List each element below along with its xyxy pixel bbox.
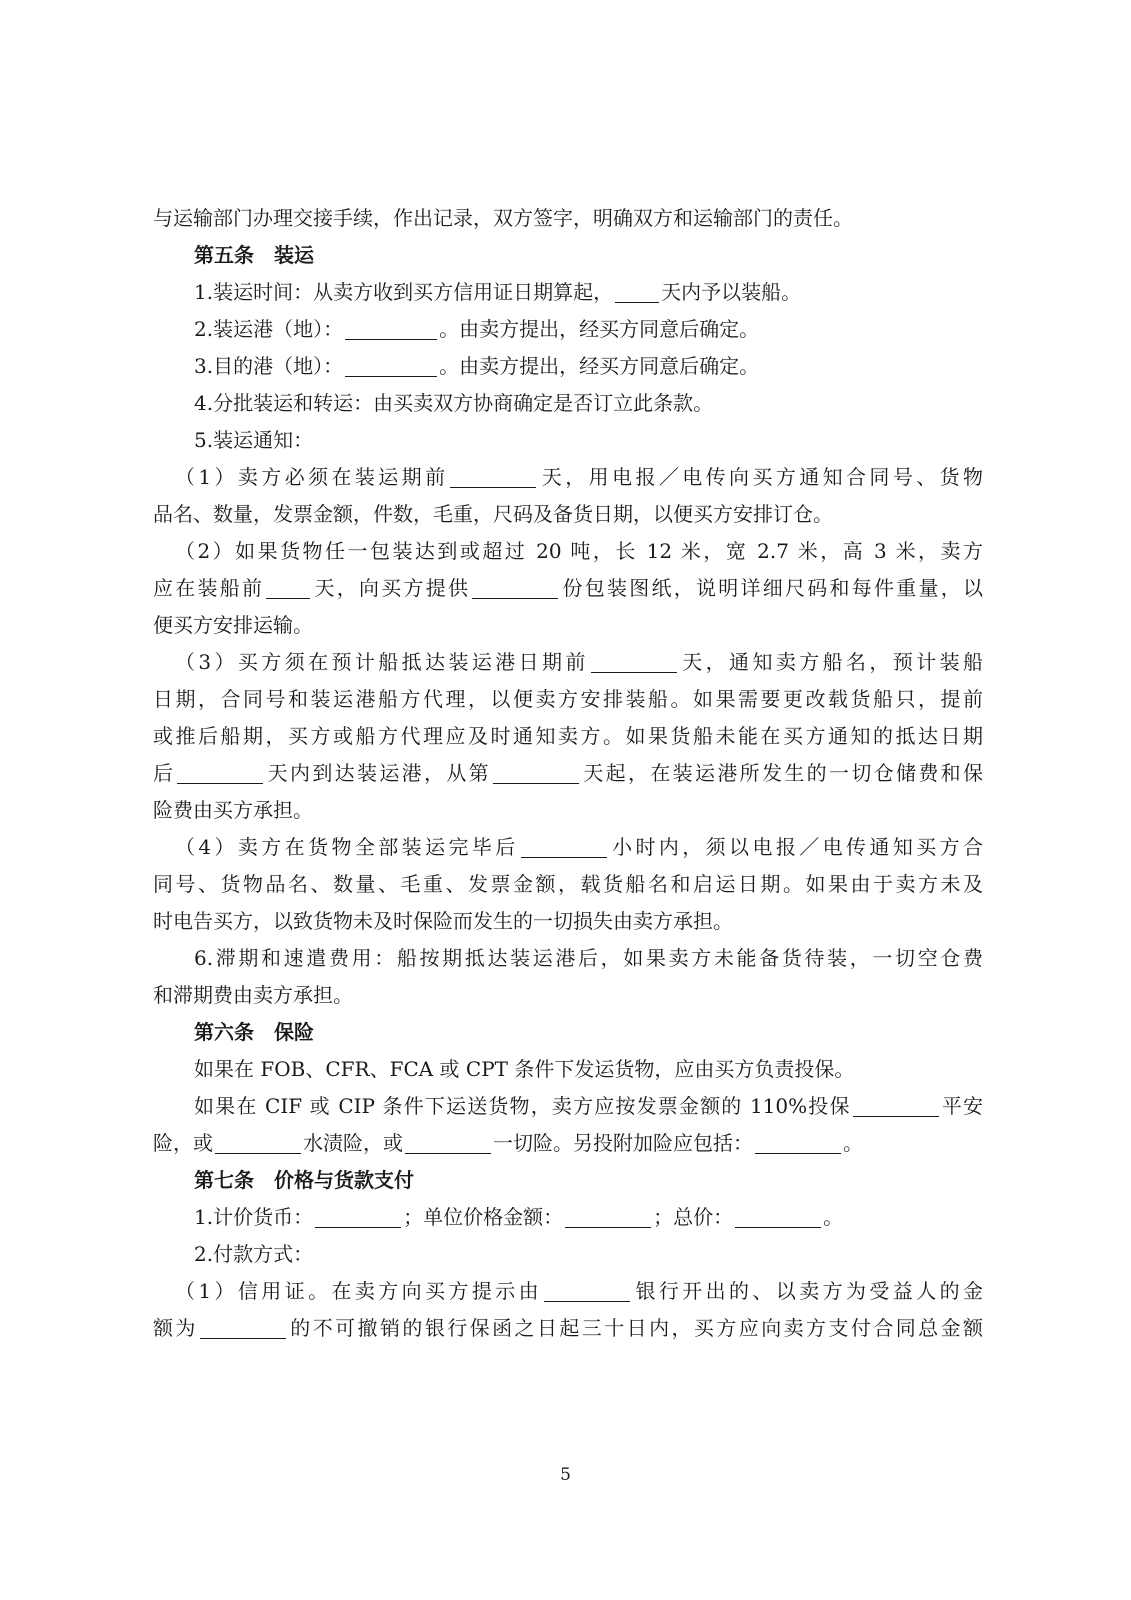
clause-shipment-time: 1.装运时间：从卖方收到买方信用证日期算起， 天内予以装船。	[194, 280, 802, 304]
text-line: 险，或 水渍险，或 一切险。另投附加险应包括： 。	[153, 1131, 863, 1155]
text-line: （2）如果货物任一包装达到或超过 20 吨，长 12 米，宽 2.7 米，高 3 米，卖方	[175, 539, 983, 563]
blank-field[interactable]	[472, 577, 558, 599]
text-line: 如果在 CIF 或 CIP 条件下运送货物，卖方应按发票金额的 110%投保 平安	[194, 1094, 983, 1118]
blank-field[interactable]	[735, 1206, 821, 1228]
blank-field[interactable]	[615, 281, 659, 303]
text-line: 与运输部门办理交接手续，作出记录，双方签字，明确双方和运输部门的责任。	[153, 206, 853, 230]
blank-field[interactable]	[345, 355, 437, 377]
blank-field[interactable]	[405, 1132, 491, 1154]
blank-field[interactable]	[200, 1317, 286, 1339]
clause-destination-port: 3.目的港（地）： 。由卖方提出，经买方同意后确定。	[194, 354, 760, 378]
blank-field[interactable]	[315, 1206, 401, 1228]
blank-field[interactable]	[177, 762, 263, 784]
text-line: 日期，合同号和装运港船方代理，以便卖方安排装船。如果需要更改载货船只，提前	[153, 687, 983, 711]
text-line: 额为 的不可撤销的银行保函之日起三十日内，买方应向卖方支付合同总金额	[153, 1316, 984, 1340]
article-6-heading: 第六条 保险	[194, 1020, 314, 1044]
article-7-heading: 第七条 价格与货款支付	[194, 1168, 414, 1192]
text-line: 品名、数量，发票金额，件数，毛重，尺码及备货日期，以便买方安排订仓。	[153, 502, 833, 526]
document-body	[153, 200, 983, 1347]
clause-payment-method: 2.付款方式：	[194, 1242, 314, 1266]
clause-currency: 1.计价货币： ；单位价格金额： ；总价： 。	[194, 1205, 844, 1229]
text-line: 时电告买方，以致货物未及时保险而发生的一切损失由卖方承担。	[153, 909, 733, 933]
clause-demurrage: 6.滞期和速遣费用：船按期抵达装运港后，如果卖方未能备货待装，一切空仓费	[194, 946, 983, 970]
text-line: 险费由买方承担。	[153, 798, 313, 822]
text-line: （1）卖方必须在装运期前 天，用电报／电传向买方通知合同号、货物	[175, 465, 984, 489]
blank-field[interactable]	[266, 577, 310, 599]
text-line: 或推后船期，买方或船方代理应及时通知卖方。如果货船未能在买方通知的抵达日期	[153, 724, 983, 748]
text-line: 同号、货物品名、数量、毛重、发票金额，载货船名和启运日期。如果由于卖方未及	[153, 872, 983, 896]
text-line: （3）买方须在预计船抵达装运港日期前 天，通知卖方船名，预计装船	[175, 650, 984, 674]
blank-field[interactable]	[755, 1132, 841, 1154]
clause-partial-shipment: 4.分批装运和转运：由买卖双方协商确定是否订立此条款。	[194, 391, 714, 415]
blank-field[interactable]	[493, 762, 579, 784]
blank-field[interactable]	[565, 1206, 651, 1228]
text-line: （1）信用证。在卖方向买方提示由 银行开出的、以卖方为受益人的金	[175, 1279, 983, 1303]
text-line: 和滞期费由卖方承担。	[153, 983, 353, 1007]
blank-field[interactable]	[345, 318, 437, 340]
text-line: 便买方安排运输。	[153, 613, 313, 637]
text-line: 如果在 FOB、CFR、FCA 或 CPT 条件下发运货物，应由买方负责投保。	[194, 1057, 855, 1081]
blank-field[interactable]	[521, 836, 607, 858]
blank-field[interactable]	[215, 1132, 301, 1154]
blank-field[interactable]	[591, 651, 677, 673]
text-line: 后 天内到达装运港，从第 天起，在装运港所发生的一切仓储费和保	[153, 761, 984, 785]
clause-loading-port: 2.装运港（地）： 。由卖方提出，经买方同意后确定。	[194, 317, 760, 341]
blank-field[interactable]	[544, 1280, 630, 1302]
clause-shipment-notice: 5.装运通知：	[194, 428, 314, 452]
text-line: 应在装船前 天，向买方提供 份包装图纸，说明详细尺码和每件重量，以	[153, 576, 983, 600]
text-line: （4）卖方在货物全部装运完毕后 小时内，须以电报／电传通知买方合	[175, 835, 984, 859]
page-number: 5	[560, 1465, 571, 1485]
blank-field[interactable]	[853, 1095, 939, 1117]
article-5-heading: 第五条 装运	[194, 243, 314, 267]
blank-field[interactable]	[450, 466, 536, 488]
